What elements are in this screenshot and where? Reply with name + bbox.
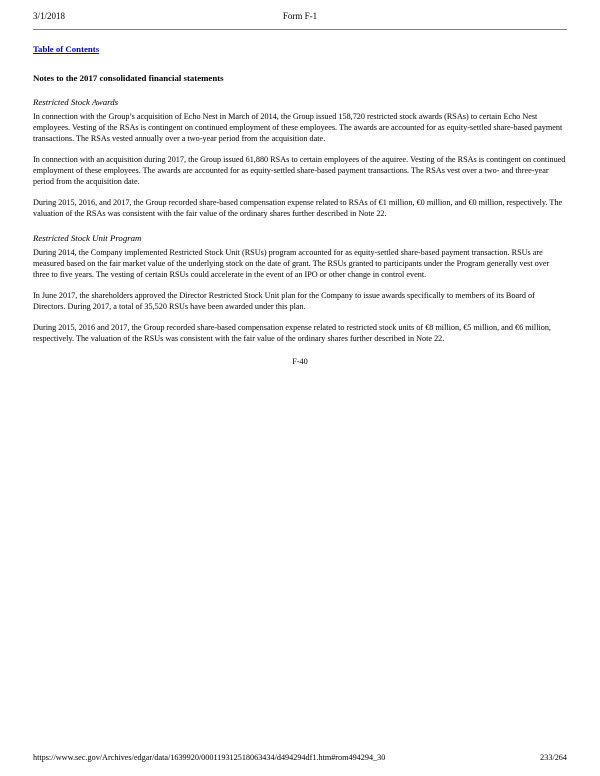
paragraph-rsu-program: During 2014, the Company implemented Restricted Stock Unit (RSUs) program accounted for as equity-settled share-based payment transaction. RSUs are measured based on the fair market value of the underlying stock on the date of grant. The RSUs granted to participants under the Program generally vest over three to five years. The vesting of certain RSUs could accelerate in the event of an IPO or other change in control event. [33,248,550,279]
print-header [33,0,567,21]
notes-heading: Notes to the 2017 consolidated financial statements [33,73,224,83]
footer-url: https://www.sec.gov/Archives/edgar/data/1639920/000119312518063434/d494294df1.htm#rom494294_30 [33,753,386,762]
paragraph-rsa-compensation-expense: During 2015, 2016, and 2017, the Group recorded share-based compensation expense related to RSAs of €1 million, €0 million, and €0 million, respectively. The valuation of the RSAs was consistent with the fair value of the ordinary shares further described in Note 22. [33,198,563,218]
section-heading-restricted-stock-awards: Restricted Stock Awards [33,97,119,107]
document-body [0,30,600,366]
table-of-contents-link[interactable]: Table of Contents [33,44,100,54]
section-heading-restricted-stock-unit-program: Restricted Stock Unit Program [33,233,142,243]
print-doc-title: Form F-1 [282,11,318,21]
print-footer [33,753,567,762]
print-date: 3/1/2018 [33,11,66,21]
footer-page-indicator: 233/264 [540,753,567,762]
paragraph-rsu-compensation-expense: During 2015, 2016 and 2017, the Group recorded share-based compensation expense related to restricted stock units of €8 million, €5 million, and €6 million, respectively. The valuation of the RSUs was consistent with the fair value of the ordinary shares further described in Note 22. [33,323,551,343]
paragraph-rsa-2017-acquisition: In connection with an acquisition during 2017, the Group issued 61,880 RSAs to certain employees of the aquiree. Vesting of the RSAs is contingent on continued employment of these employees. The awards are accounted for as equity-settled share-based payment transactions. The RSAs vest over a two- and three-year period from the acquisition date. [33,155,566,186]
paragraph-rsu-director-plan: In June 2017, the shareholders approved the Director Restricted Stock Unit plan for the Company to issue awards specifically to members of its Board of Directors. During 2017, a total of 35,520 RSUs have been awarded under this plan. [33,291,535,311]
page-number-label: F-40 [292,357,308,366]
paragraph-rsa-echo-nest: In connection with the Group’s acquisition of Echo Nest in March of 2014, the Group issued 158,720 restricted stock awards (RSAs) to certain Echo Nest employees. Vesting of the RSAs is contingent on continued employment of these employees. The awards are accounted for as equity-settled share-based payment transactions. The RSAs vested annually over a two-year period from the acquisition date. [33,112,563,143]
